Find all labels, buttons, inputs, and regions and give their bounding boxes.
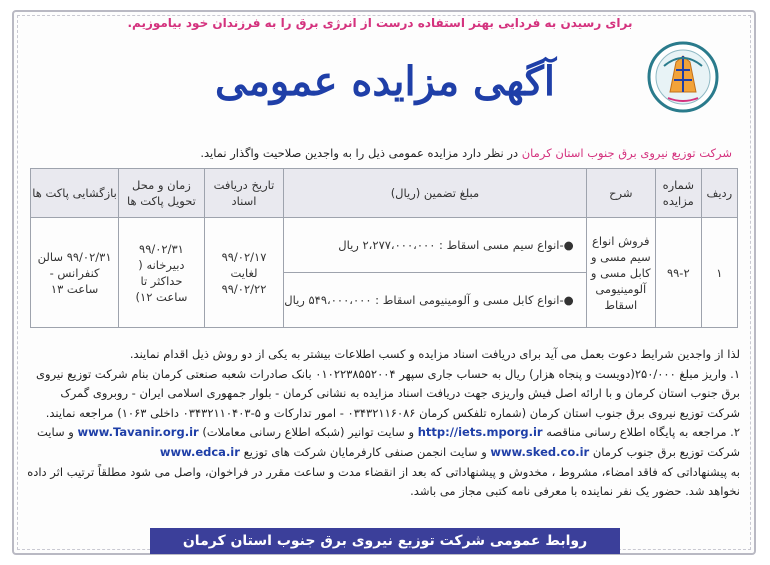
header-guarantee: مبلغ تضمین (ریال): [284, 169, 586, 218]
table-row: [31, 218, 738, 328]
link-edca[interactable]: www.edca.ir: [159, 444, 240, 459]
para2-part-a: ۲. مراجعه به پایگاه اطلاع رسانی مناقصه: [542, 425, 740, 440]
header-opening: بازگشایی پاکت ها: [31, 169, 119, 218]
link-sked[interactable]: www.sked.co.ir: [490, 444, 590, 459]
page-title: آگهی مزایده عمومی: [215, 58, 555, 105]
guarantee-item-wire: ●-انواع سیم مسی اسقاط : ۲،۲۷۷،۰۰۰،۰۰۰ ریال: [338, 238, 574, 252]
footer-banner: روابط عمومی شرکت توزیع نیروی برق جنوب استان کرمان: [150, 528, 620, 554]
para2-part-d: و سایت انجمن صنفی کارفرمایان شرکت های توزیع: [239, 444, 491, 459]
notice-body: [26, 345, 740, 502]
body-paragraph-2: [26, 423, 740, 462]
cell-guarantee: [284, 218, 586, 328]
header-description: شرح: [586, 169, 655, 218]
table-header-row: [31, 169, 738, 218]
cell-doc-receipt: ۹۹/۰۲/۱۷ لغایت ۹۹/۰۲/۲۲: [204, 218, 283, 328]
intro-text: در نظر دارد مزایده عمومی ذیل را به واجدین صلاحیت واگذار نماید.: [200, 146, 522, 160]
body-paragraph-1: ۱. واریز مبلغ ۲۵۰/۰۰۰(دویست و پنجاه هزار) ریال به حساب جاری سپهر ۰۱۰۲۲۳۸۵۵۲۰۰۴ بانک صادرات شعبه صنعتی کرمان بنام شرکت توزیع نیروی برق جنوب استان کرمان و با ارائه اصل فیش واریزی جهت دریافت اسناد مزایده به نشانی کرمان - بلوار جمهوری اسلامی ایران - روبروی گمرک شرکت توزیع نیروی برق جنوب استان کرمان (شماره تلفکس کرمان ۰۳۴۳۲۱۱۶۰۸۶ - امور تدارکات و ۵-۰۳۴۳۲۱۱۰۴۰۳ داخلی ۱۰۶۳) مراجعه نمایند.: [36, 366, 740, 420]
top-note: برای رسیدن به فردایی بهتر استفاده درست از انرژی برق را به فرزندان خود بیاموزیم.: [127, 16, 633, 30]
guarantee-item-cable: ●-انواع کابل مسی و آلومینیومی اسقاط : ۵۴۹،۰۰۰،۰۰۰ ریال: [284, 272, 585, 327]
cell-opening: ۹۹/۰۲/۳۱ سالن کنفرانس - ساعت ۱۳: [31, 218, 119, 328]
intro-line: [30, 146, 732, 160]
para2-part-c: و سایت شرکت توزیع برق جنوب کرمان: [36, 425, 740, 459]
body-line-0: لذا از واجدین شرایط دعوت بعمل می آید برای دریافت اسناد مزایده و کسب اطلاعات بیشتر به یکی از دو روش ذیل اقدام نمایند.: [129, 347, 740, 361]
link-iets[interactable]: http://iets.mporg.ir: [417, 425, 543, 440]
cell-row: ۱: [701, 218, 737, 328]
cell-description: فروش انواع سیم مسی و کابل مسی و آلومینیومی اسقاط: [586, 218, 655, 328]
header-delivery: زمان و محل تحویل پاکت ها: [119, 169, 205, 218]
body-paragraph-3: به پیشنهاداتی که فاقد امضاء، مشروط ، مخدوش و پیشنهاداتی که بعد از انقضاء مدت و ساعت مقرر در فراخوان، واصل می شود مطلقاً ترتیب اثر داده نخواهد شد. حضور یک نفر نماینده با معرفی نامه کتبی مجاز می باشد.: [27, 464, 740, 499]
header-doc-receipt: تاریخ دریافت اسناد: [204, 169, 283, 218]
para2-part-b: و سایت توانیر (شبکه اطلاع رسانی معاملات): [198, 425, 418, 440]
auction-table: [30, 168, 738, 328]
cell-number: ۹۹-۲: [655, 218, 701, 328]
header-number: شماره مزایده: [655, 169, 701, 218]
cell-delivery: ۹۹/۰۲/۳۱ دبیرخانه ( حداکثر تا ساعت ۱۲): [119, 218, 205, 328]
header-row: ردیف: [701, 169, 737, 218]
link-tavanir[interactable]: www.Tavanir.org.ir: [77, 425, 199, 440]
intro-org: شرکت توزیع نیروی برق جنوب استان کرمان: [521, 146, 732, 160]
